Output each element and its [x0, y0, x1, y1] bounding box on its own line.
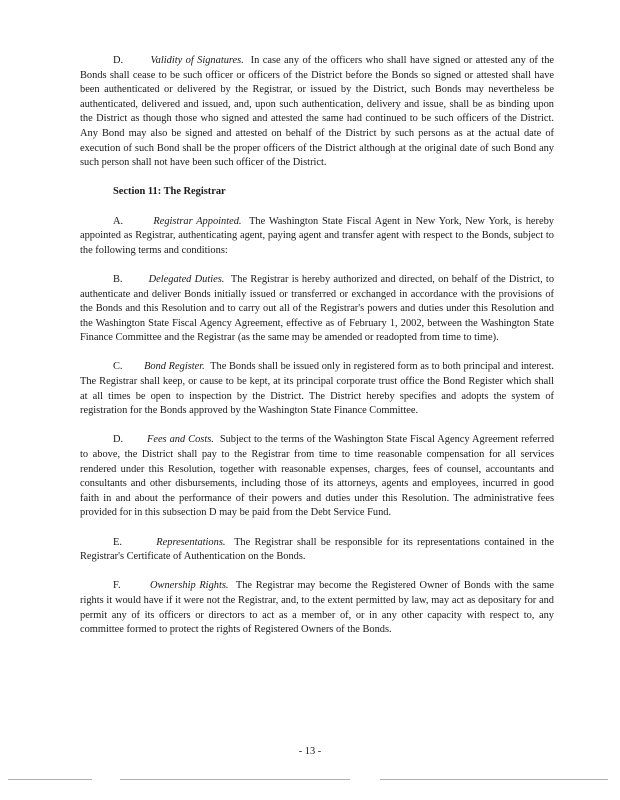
paragraph-text: Subject to the terms of the Washington State Fiscal Agency Agreement referred to above, the District shall pay to the Registrar from time to time reasonable compensation for all services rendered under this Resolution, together with reasonable expenses, charges, fees of counsel, accountants and consultants and other disbursements, including those of its attorneys, agents and employees, incurred in good faith in and about the performance of their powers and duties under this Resolution. The administrative fees provided for in this subsection D may be paid from the Debt Service Fund.: [80, 434, 555, 519]
paragraph-title: Validity of Signatures.: [150, 55, 244, 66]
paragraph-title: Ownership Rights.: [150, 580, 229, 592]
section-heading: Section 11: The Registrar: [113, 186, 226, 198]
paragraph-text: The Registrar is hereby authorized and directed, on behalf of the District, to authenticate and deliver Bonds initially issued or transferred or exchanged in accordance with the provisions of the Bonds and this Resolution and to carry out all of the Registrar's powers and duties under this Resolution and the Washington State Fiscal Agency Agreement, effective as of February 1, 2002, between the Washington State Finance Committee and the Registrar (as the same may be amended or readopted from time to time).: [80, 273, 555, 344]
paragraph-label: A.: [113, 215, 124, 227]
paragraph-label: F.: [113, 580, 121, 592]
paragraph-text: The Registrar shall be responsible for its representations contained in the Registrar's Certificate of Authentication on the Bonds.: [80, 536, 554, 563]
footer-rule-left: [8, 779, 92, 780]
paragraph-label: D.: [113, 434, 124, 446]
paragraph-title: Representations.: [156, 536, 226, 548]
paragraph-fees-and-costs: [80, 433, 554, 521]
paragraph-title: Delegated Duties.: [148, 273, 225, 285]
paragraph-text: The Washington State Fiscal Agent in New York, New York, is hereby appointed as Registrar, authenticating agent, paying agent and transfer agent with respect to the Bonds, subject to the following terms and conditions:: [80, 215, 554, 256]
paragraph-bond-register: [80, 360, 554, 418]
paragraph-text: The Bonds shall be issued only in registered form as to both principal and interest. The Registrar shall keep, or cause to be kept, at its principal corporate trust office the Bond Register which shall at all times be open to inspection by the District. The District hereby specifies and adopts the system of registration for the Bonds approved by the Washington State Finance Committee.: [80, 361, 554, 417]
paragraph-title: Fees and Costs.: [146, 434, 214, 446]
paragraph-label: D.: [113, 55, 124, 66]
paragraph-label: E.: [113, 536, 122, 548]
paragraph-label: C.: [113, 361, 123, 373]
page-number: - 13 -: [298, 746, 322, 757]
footer-rule-right: [380, 779, 608, 780]
document-body: [80, 54, 554, 652]
footer-rule-middle: [120, 779, 350, 780]
paragraph-label: B.: [113, 273, 123, 285]
paragraph-text: The Registrar may become the Registered Owner of Bonds with the same rights it would have if it were not the Registrar, and, to the extent permitted by law, may act as depositary for and permit any of its officers or directors to act as a member of, or in any other capacity with respect to, any committee formed to protect the rights of Registered Owners of the Bonds.: [80, 580, 554, 636]
paragraph-registrar-appointed: [80, 215, 554, 259]
paragraph-text: In case any of the officers who shall have signed or attested any of the Bonds shall cease to be such officer or officers of the District before the Bonds so signed or attested shall have been authenticated or delivered by the Registrar, or issued by the District, such Bonds may nevertheless be authenticated, delivered and issued, and, upon such authentication, delivery and issue, shall be as binding upon the District as though those who signed and attested the same had continued to be such officers of the District. Any Bond may also be signed and attested on behalf of the District by such persons as at the actual date of execution of such Bond shall be the proper officers of the District although at the original date of such Bond any such person shall not have been such officer of the District.: [80, 55, 554, 169]
paragraph-delegated-duties: [80, 273, 554, 346]
paragraph-title: Registrar Appointed.: [153, 215, 242, 227]
paragraph-validity-of-signatures: [80, 54, 554, 171]
paragraph-representations: [80, 536, 554, 565]
paragraph-ownership-rights: [80, 579, 554, 637]
paragraph-title: Bond Register.: [144, 361, 205, 373]
